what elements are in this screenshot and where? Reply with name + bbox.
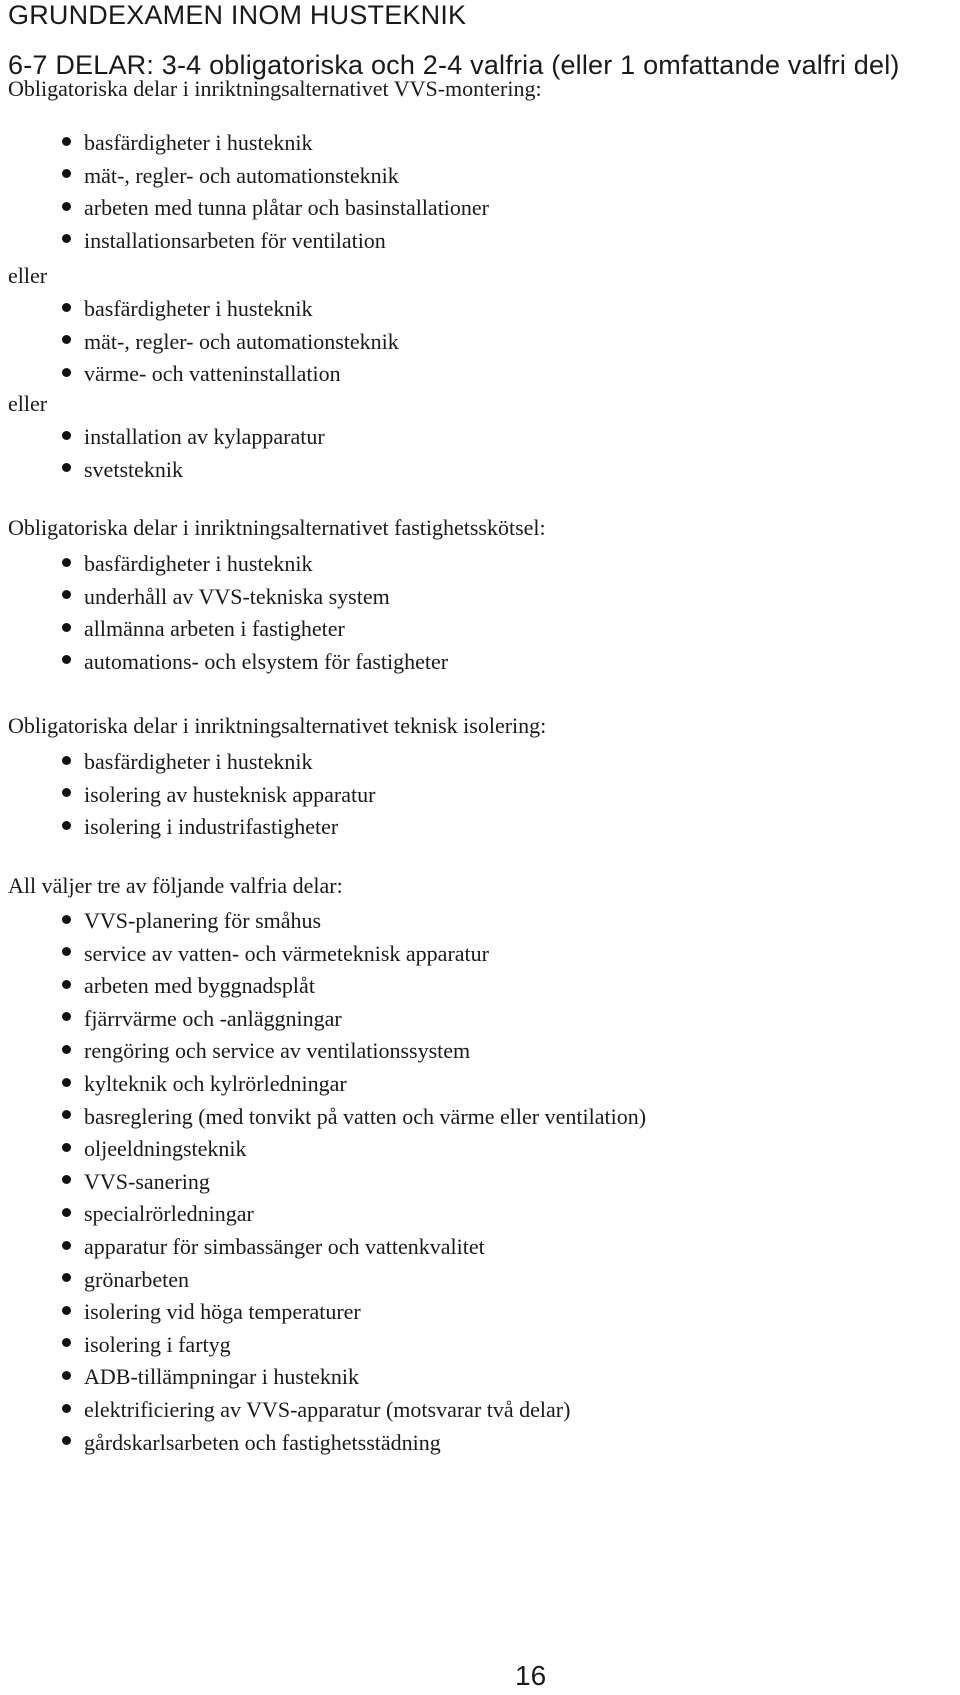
page-number: 16 xyxy=(515,1660,547,1691)
bullet-icon xyxy=(62,915,71,924)
list-item-label: arbeten med byggnadsplåt xyxy=(84,973,315,999)
list-item xyxy=(62,1104,646,1130)
bullet-icon xyxy=(62,980,71,989)
list-item-label: basfärdigheter i husteknik xyxy=(84,296,313,321)
bullet-icon xyxy=(62,1436,71,1445)
list-item-label: VVS-sanering xyxy=(84,1168,210,1194)
list-item-label: rengöring och service av ventilationssystem xyxy=(84,1038,471,1064)
bullet-icon xyxy=(62,590,71,599)
list-item-label: ADB-tillämpningar i husteknik xyxy=(84,1364,359,1390)
list-item xyxy=(62,584,390,610)
bullet-icon xyxy=(62,655,71,664)
list-item-label: installation av kylapparatur xyxy=(84,424,325,449)
list-item xyxy=(62,616,345,642)
bullet-icon xyxy=(62,756,71,765)
list-item-label: basfärdigheter i husteknik xyxy=(84,551,313,576)
bullet-icon xyxy=(62,463,71,472)
list-item xyxy=(62,329,399,355)
list-item-label: specialrörledningar xyxy=(84,1201,254,1227)
separator-eller: eller xyxy=(8,391,48,416)
list-item xyxy=(62,457,183,483)
list-item-label: isolering vid höga temperaturer xyxy=(84,1299,361,1325)
bullet-icon xyxy=(62,137,71,146)
list-item xyxy=(62,749,313,775)
list-item xyxy=(62,1006,342,1032)
list-item-label: elektrificiering av VVS-apparatur (motsvarar två delar) xyxy=(84,1397,571,1422)
list-item xyxy=(62,1364,359,1390)
bullet-icon xyxy=(62,202,71,211)
page-subtitle: 6-7 DELAR: 3-4 obligatoriska och 2-4 valfria (eller 1 omfattande valfri del) xyxy=(8,50,900,80)
bullet-icon xyxy=(62,1241,71,1250)
list-item xyxy=(62,551,313,577)
list-item xyxy=(62,941,489,967)
list-item xyxy=(62,1201,254,1227)
bullet-icon xyxy=(62,1273,71,1282)
bullet-icon xyxy=(62,1143,71,1152)
bullet-icon xyxy=(62,1338,71,1347)
list-item-label: grönarbeten xyxy=(84,1266,190,1292)
list-item xyxy=(62,973,315,999)
list-item xyxy=(62,1299,361,1325)
list-item-label: isolering av husteknisk apparatur xyxy=(84,781,376,807)
bullet-icon xyxy=(62,234,71,243)
bullet-icon xyxy=(62,335,71,344)
bullet-icon xyxy=(62,1110,71,1119)
page-title: GRUNDEXAMEN INOM HUSTEKNIK xyxy=(8,0,467,30)
list-item xyxy=(62,908,321,934)
list-item-label: automations- och elsystem för fastigheter xyxy=(84,648,449,674)
list-item xyxy=(62,1071,347,1097)
list-item-label: installationsarbeten för ventilation xyxy=(84,227,386,253)
list-item-label: isolering i industrifastigheter xyxy=(84,814,339,840)
list-item xyxy=(62,361,341,387)
bullet-icon xyxy=(62,1306,71,1315)
list-item xyxy=(62,782,375,808)
list-item-label: mät-, regler- och automationsteknik xyxy=(84,328,399,354)
list-item xyxy=(62,1169,210,1195)
list-item xyxy=(62,424,325,450)
bullet-icon xyxy=(62,431,71,440)
bullet-icon xyxy=(62,368,71,377)
section-intro: All väljer tre av följande valfria delar: xyxy=(8,873,343,898)
bullet-icon xyxy=(62,947,71,956)
list-item-label: apparatur för simbassänger och vattenkvalitet xyxy=(84,1234,485,1259)
section-intro: Obligatoriska delar i inriktningsalternativet fastighetsskötsel: xyxy=(8,515,546,540)
list-item xyxy=(62,814,338,840)
bullet-icon xyxy=(62,1404,71,1413)
section-intro: Obligatoriska delar i inriktningsalternativet teknisk isolering: xyxy=(8,713,547,738)
bullet-icon xyxy=(62,1012,71,1021)
list-item-label: oljeeldningsteknik xyxy=(84,1136,247,1162)
bullet-icon xyxy=(62,821,71,830)
list-item xyxy=(62,1136,247,1162)
bullet-icon xyxy=(62,1045,71,1054)
list-item-label: underhåll av VVS-tekniska system xyxy=(84,583,390,609)
list-item-label: basfärdigheter i husteknik xyxy=(84,130,313,155)
list-item-label: basfärdigheter i husteknik xyxy=(84,749,313,774)
list-item xyxy=(62,228,386,254)
list-item xyxy=(62,195,489,221)
bullet-icon xyxy=(62,788,71,797)
list-item-label: mät-, regler- och automationsteknik xyxy=(84,162,399,188)
list-item-label: gårdskarlsarbeten och fastighetsstädning xyxy=(84,1429,441,1455)
list-item xyxy=(62,1267,189,1293)
list-item-label: basreglering (med tonvikt på vatten och värme eller ventilation) xyxy=(84,1103,647,1129)
separator-eller: eller xyxy=(8,263,48,288)
bullet-icon xyxy=(62,1208,71,1217)
list-item xyxy=(62,1397,570,1423)
list-item xyxy=(62,296,313,322)
list-item-label: allmänna arbeten i fastigheter xyxy=(84,616,345,642)
bullet-icon xyxy=(62,169,71,178)
list-item xyxy=(62,163,399,189)
list-item-label: fjärrvärme och -anläggningar xyxy=(84,1005,342,1031)
list-item-label: VVS-planering för småhus xyxy=(84,908,322,933)
list-item-label: värme- och vatteninstallation xyxy=(84,361,341,387)
section-intro: Obligatoriska delar i inriktningsalternativet VVS-montering: xyxy=(8,76,542,101)
list-item xyxy=(62,1430,441,1456)
bullet-icon xyxy=(62,623,71,632)
list-item-label: kylteknik och kylrörledningar xyxy=(84,1071,347,1096)
list-item-label: svetsteknik xyxy=(84,456,183,482)
list-item-label: arbeten med tunna plåtar och basinstallationer xyxy=(84,195,490,221)
list-item-label: service av vatten- och värmeteknisk apparatur xyxy=(84,940,489,966)
list-item-label: isolering i fartyg xyxy=(84,1331,231,1357)
bullet-icon xyxy=(62,1078,71,1087)
bullet-icon xyxy=(62,1175,71,1184)
bullet-icon xyxy=(62,558,71,567)
bullet-icon xyxy=(62,1371,71,1380)
list-item xyxy=(62,1234,485,1260)
bullet-icon xyxy=(62,303,71,312)
list-item xyxy=(62,1332,231,1358)
list-item xyxy=(62,649,448,675)
list-item xyxy=(62,130,313,156)
list-item xyxy=(62,1038,470,1064)
